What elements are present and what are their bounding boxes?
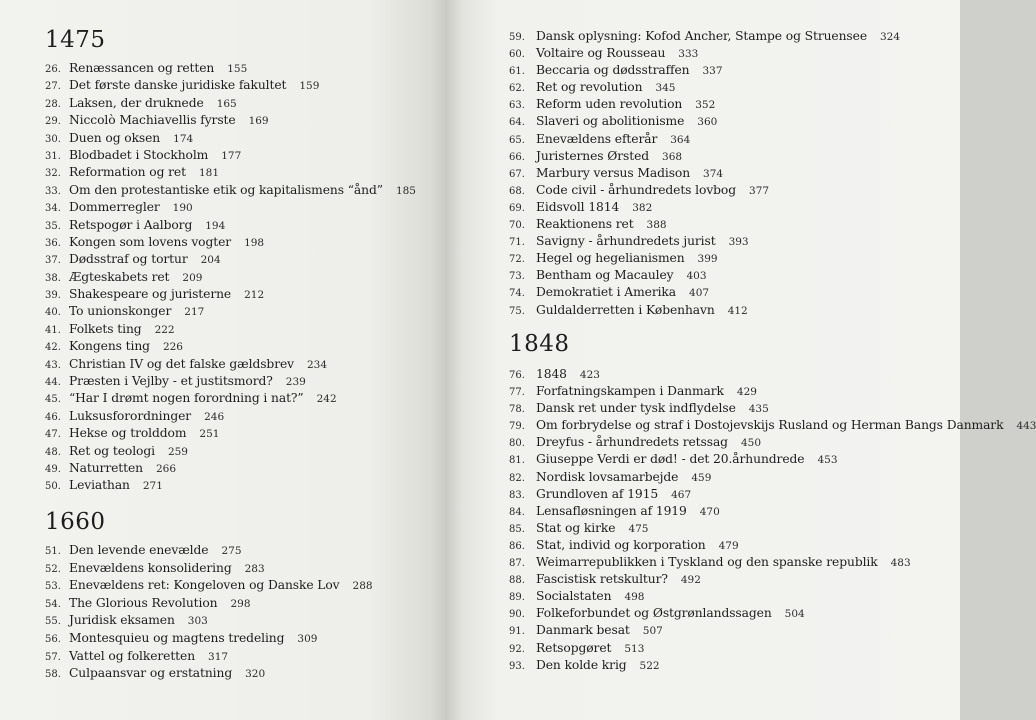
chapter-title: Socialstaten	[536, 589, 612, 604]
chapter-number: 53.	[45, 581, 61, 593]
chapter-title: Enevældens efterår	[536, 131, 658, 146]
toc-section-continued	[509, 28, 900, 319]
page-number: 450	[740, 437, 761, 450]
chapter-title: Stat, individ og korporation	[536, 537, 706, 552]
chapter-title: “Har I drømt nogen forordning i nat?”	[69, 391, 304, 406]
chapter-number: 56.	[45, 633, 61, 645]
chapter-title: Dansk oplysning: Kofod Ancher, Stampe og Struensee	[536, 29, 867, 43]
toc-list	[509, 366, 1036, 674]
chapter-number: 55.	[45, 616, 61, 628]
page-number: 492	[680, 574, 701, 587]
chapter-title: Beccaria og dødsstraffen	[536, 63, 690, 78]
chapter-number: 30.	[45, 133, 61, 145]
page-number: 266	[155, 462, 177, 475]
page-number: 226	[162, 341, 183, 354]
chapter-title: Nordisk lovsamarbejde	[536, 469, 679, 484]
toc-entry	[45, 147, 416, 164]
toc-entry	[45, 95, 416, 112]
chapter-title: Lensafløsningen af 1919	[536, 503, 687, 518]
chapter-number: 29.	[45, 116, 61, 128]
toc-entry	[509, 250, 900, 267]
chapter-title: Eidsvoll 1814	[536, 199, 620, 214]
chapter-title: Kongens ting	[69, 339, 150, 354]
page-number: 423	[579, 369, 600, 381]
chapter-number: 93.	[509, 660, 525, 672]
chapter-number: 46.	[45, 411, 61, 423]
chapter-number: 82.	[509, 472, 525, 484]
toc-entry	[45, 164, 416, 181]
toc-entry	[509, 45, 900, 62]
page-number: 165	[216, 97, 237, 110]
chapter-title: Culpaansvar og erstatning	[69, 666, 233, 681]
page-number: 443	[1016, 420, 1036, 433]
chapter-title: Fascistisk retskultur?	[536, 572, 668, 587]
chapter-title: Giuseppe Verdi er død! - det 20.århundrede	[536, 452, 805, 467]
chapter-number: 39.	[45, 290, 61, 302]
chapter-title: Ægteskabets ret	[69, 269, 170, 284]
chapter-title: Weimarrepublikken i Tyskland og den spanske republik	[536, 555, 878, 570]
page-number: 194	[205, 219, 226, 232]
page-number: 212	[244, 289, 265, 302]
chapter-number: 27.	[45, 81, 61, 93]
toc-entry	[45, 630, 373, 648]
toc-entry	[509, 113, 900, 130]
page-number: 352	[695, 99, 716, 112]
chapter-title: Duen og oksen	[69, 130, 161, 145]
chapter-title: Hekse og trolddom	[69, 426, 187, 441]
chapter-title: Om den protestantiske etik og kapitalismens “ånd”	[69, 182, 383, 197]
toc-entry	[45, 648, 373, 666]
page-number: 298	[230, 597, 251, 610]
chapter-title: Savigny - århundredets jurist	[536, 234, 716, 249]
page-number: 504	[784, 608, 805, 621]
chapter-title: Voltaire og Rousseau	[536, 46, 666, 61]
toc-entry	[509, 165, 900, 182]
chapter-number: 65.	[509, 134, 525, 146]
page-number: 403	[686, 270, 707, 283]
chapter-number: 61.	[509, 66, 525, 78]
page-number: 309	[297, 632, 318, 645]
toc-list	[45, 542, 373, 683]
chapter-title: Juridisk eksamen	[69, 613, 175, 628]
chapter-number: 58.	[45, 669, 61, 681]
page-number: 470	[699, 505, 720, 518]
chapter-number: 92.	[509, 643, 525, 655]
toc-entry	[45, 251, 416, 268]
chapter-number: 34.	[45, 203, 61, 215]
page-number: 475	[628, 522, 649, 535]
chapter-title: Den kolde krig	[536, 657, 627, 672]
page-number: 190	[172, 202, 193, 215]
chapter-number: 62.	[509, 83, 525, 95]
page-number: 320	[245, 668, 266, 681]
page-number: 169	[248, 115, 269, 128]
toc-section-1848	[509, 330, 1036, 674]
page-number: 459	[691, 471, 712, 484]
chapter-title: Hegel og hegelianismen	[536, 251, 685, 266]
chapter-number: 88.	[509, 575, 525, 587]
page-number: 479	[718, 539, 739, 552]
toc-entry	[509, 400, 1036, 417]
chapter-title: Naturretten	[69, 460, 143, 475]
toc-entry	[45, 60, 416, 77]
page-number: 337	[702, 65, 723, 78]
chapter-title: Demokratiet i Amerika	[536, 285, 677, 300]
page-number: 453	[817, 454, 838, 467]
chapter-title: Niccolò Machiavellis fyrste	[69, 113, 236, 128]
toc-entry	[45, 234, 416, 251]
page-number: 498	[624, 591, 645, 604]
toc-entry	[45, 338, 416, 355]
chapter-title: Laksen, der druknede	[69, 95, 204, 110]
toc-entry	[509, 640, 1036, 657]
page-number: 317	[208, 650, 229, 663]
toc-list	[45, 60, 416, 495]
toc-entry	[509, 417, 1036, 434]
chapter-number: 71.	[509, 237, 525, 249]
chapter-title: Dommerregler	[69, 200, 160, 215]
chapter-title: Blodbadet i Stockholm	[69, 147, 209, 162]
toc-entry	[45, 542, 373, 560]
page-number: 393	[728, 236, 749, 249]
chapter-title: Juristernes Ørsted	[536, 148, 650, 163]
chapter-title: To unionskonger	[69, 304, 172, 319]
chapter-number: 79.	[509, 421, 525, 433]
chapter-title: Code civil - århundredets lovbog	[536, 182, 737, 197]
chapter-title: Leviathan	[69, 478, 130, 493]
chapter-number: 81.	[509, 455, 525, 467]
chapter-number: 80.	[509, 438, 525, 450]
chapter-title: Marbury versus Madison	[536, 165, 691, 180]
toc-entry	[509, 605, 1036, 622]
toc-entry	[509, 267, 900, 284]
toc-section-1475	[45, 26, 416, 495]
chapter-number: 64.	[509, 117, 525, 129]
toc-list	[509, 28, 900, 319]
chapter-number: 60.	[509, 49, 525, 61]
toc-entry	[509, 588, 1036, 605]
page-number: 364	[670, 133, 691, 146]
chapter-title: Dansk ret under tysk indflydelse	[536, 401, 736, 416]
chapter-number: 44.	[45, 377, 61, 389]
chapter-title: Reaktionens ret	[536, 217, 634, 232]
page-number: 155	[227, 63, 248, 75]
chapter-title: Vattel og folkeretten	[69, 648, 196, 663]
chapter-number: 70.	[509, 220, 525, 232]
page-number: 467	[671, 488, 692, 501]
chapter-title: Guldalderretten i København	[536, 302, 715, 317]
page-number: 324	[880, 31, 901, 43]
toc-entry	[45, 460, 416, 477]
toc-entry	[45, 425, 416, 442]
chapter-title: Folkets ting	[69, 321, 142, 336]
section-year: 1848	[509, 331, 570, 357]
page-number: 303	[187, 615, 208, 628]
chapter-title: Grundloven af 1915	[536, 486, 659, 501]
page-number: 382	[632, 201, 653, 214]
chapter-title: Dreyfus - århundredets retssag	[536, 435, 728, 450]
chapter-number: 63.	[509, 100, 525, 112]
page-number: 181	[198, 167, 219, 180]
chapter-number: 72.	[509, 254, 525, 266]
toc-entry	[509, 554, 1036, 571]
page-number: 388	[646, 219, 667, 232]
toc-entry	[45, 217, 416, 234]
toc-entry	[45, 356, 416, 373]
page-number: 345	[655, 82, 676, 95]
toc-entry	[45, 443, 416, 460]
chapter-number: 66.	[509, 151, 525, 163]
toc-entry	[509, 469, 1036, 486]
page-number: 239	[285, 376, 306, 389]
page-number: 399	[697, 253, 718, 266]
chapter-number: 76.	[509, 370, 525, 381]
toc-entry	[509, 571, 1036, 588]
chapter-number: 38.	[45, 272, 61, 284]
toc-entry	[45, 130, 416, 147]
chapter-number: 50.	[45, 481, 61, 493]
chapter-title: Den levende enevælde	[69, 543, 209, 557]
chapter-number: 84.	[509, 506, 525, 518]
page-number: 209	[182, 271, 203, 284]
page-number: 483	[890, 557, 911, 570]
toc-entry	[509, 520, 1036, 537]
chapter-number: 40.	[45, 307, 61, 319]
chapter-title: Det første danske juridiske fakultet	[69, 78, 287, 93]
toc-entry	[45, 477, 416, 494]
chapter-title: Folkeforbundet og Østgrønlandssagen	[536, 606, 772, 621]
section-year: 1660	[45, 509, 106, 535]
chapter-number: 59.	[509, 32, 525, 43]
chapter-title: Kongen som lovens vogter	[69, 234, 232, 249]
page-number: 507	[642, 625, 663, 638]
toc-entry	[45, 286, 416, 303]
toc-entry	[45, 390, 416, 407]
chapter-title: Ret og revolution	[536, 80, 643, 95]
chapter-title: Christian IV og det falske gældsbrev	[69, 356, 294, 371]
chapter-number: 74.	[509, 288, 525, 300]
chapter-number: 36.	[45, 237, 61, 249]
chapter-title: Enevældens ret: Kongeloven og Danske Lov	[69, 578, 340, 593]
chapter-number: 52.	[45, 563, 61, 575]
toc-entry	[509, 622, 1036, 639]
page-number: 251	[199, 428, 220, 441]
chapter-number: 43.	[45, 359, 61, 371]
page-number: 159	[299, 80, 320, 93]
chapter-title: Slaveri og abolitionisme	[536, 114, 685, 129]
chapter-title: Stat og kirke	[536, 520, 616, 535]
toc-entry	[45, 560, 373, 578]
chapter-title: Retspogør i Aalborg	[69, 217, 193, 232]
page-number: 259	[167, 445, 188, 458]
page-number: 174	[173, 132, 194, 145]
chapter-title: 1848	[536, 367, 567, 381]
toc-entry	[509, 148, 900, 165]
page-number: 429	[736, 386, 757, 399]
toc-entry	[509, 28, 900, 45]
chapter-number: 73.	[509, 271, 525, 283]
chapter-number: 75.	[509, 305, 525, 317]
page-number: 177	[221, 149, 242, 162]
chapter-number: 35.	[45, 220, 61, 232]
toc-entry	[45, 182, 416, 199]
toc-entry	[509, 182, 900, 199]
chapter-number: 26.	[45, 64, 61, 75]
chapter-number: 42.	[45, 342, 61, 354]
toc-entry	[509, 199, 900, 216]
page-number: 242	[316, 393, 337, 406]
toc-entry	[45, 595, 373, 613]
chapter-number: 28.	[45, 98, 61, 110]
chapter-number: 89.	[509, 592, 525, 604]
toc-section-1660	[45, 508, 373, 683]
chapter-title: Retsopgøret	[536, 640, 612, 655]
chapter-number: 51.	[45, 546, 61, 557]
page-number: 368	[662, 150, 683, 163]
toc-entry	[509, 131, 900, 148]
toc-entry	[509, 79, 900, 96]
page-number: 204	[200, 254, 221, 267]
toc-entry	[509, 62, 900, 79]
page-number: 283	[244, 562, 265, 575]
toc-entry	[509, 451, 1036, 468]
page-number: 377	[749, 184, 770, 197]
chapter-title: Om forbrydelse og straf i Dostojevskijs Rusland og Herman Bangs Danmark	[536, 418, 1004, 433]
chapter-title: Dødsstraf og tortur	[69, 252, 188, 267]
page-number: 522	[639, 659, 660, 672]
chapter-title: Reform uden revolution	[536, 97, 683, 112]
chapter-title: Shakespeare og juristerne	[69, 287, 232, 302]
page-number: 198	[244, 236, 265, 249]
page-number: 275	[221, 545, 242, 557]
toc-entry	[45, 199, 416, 216]
page-number: 185	[395, 184, 416, 197]
chapter-number: 67.	[509, 168, 525, 180]
chapter-title: Bentham og Macauley	[536, 268, 674, 283]
page-number: 246	[204, 410, 225, 423]
chapter-number: 48.	[45, 446, 61, 458]
toc-entry	[45, 408, 416, 425]
toc-entry	[509, 434, 1036, 451]
chapter-title: Ret og teologi	[69, 443, 155, 458]
chapter-title: Renæssancen og retten	[69, 61, 215, 75]
page-number: 435	[748, 403, 769, 416]
chapter-title: Danmark besat	[536, 623, 630, 638]
chapter-number: 49.	[45, 463, 61, 475]
chapter-number: 57.	[45, 651, 61, 663]
page-number: 412	[727, 304, 748, 317]
toc-entry	[45, 77, 416, 94]
toc-entry	[45, 112, 416, 129]
toc-entry	[45, 577, 373, 595]
page-number: 234	[307, 358, 328, 371]
chapter-title: The Glorious Revolution	[69, 595, 218, 610]
page-number: 288	[352, 580, 373, 593]
toc-entry	[45, 303, 416, 320]
page-number: 360	[697, 116, 718, 129]
chapter-number: 90.	[509, 609, 525, 621]
chapter-number: 54.	[45, 598, 61, 610]
page-number: 374	[703, 167, 724, 180]
toc-entry	[509, 233, 900, 250]
chapter-number: 47.	[45, 429, 61, 441]
chapter-number: 31.	[45, 150, 61, 162]
toc-entry	[509, 284, 900, 301]
chapter-number: 32.	[45, 168, 61, 180]
page-number: 333	[678, 48, 699, 61]
chapter-title: Forfatningskampen i Danmark	[536, 384, 724, 399]
chapter-number: 87.	[509, 558, 525, 570]
chapter-title: Reformation og ret	[69, 165, 186, 180]
chapter-number: 86.	[509, 540, 525, 552]
chapter-number: 37.	[45, 255, 61, 267]
toc-entry	[509, 537, 1036, 554]
chapter-number: 33.	[45, 185, 61, 197]
toc-entry	[509, 366, 1036, 383]
toc-entry	[45, 612, 373, 630]
chapter-number: 45.	[45, 394, 61, 406]
toc-entry	[509, 383, 1036, 400]
page-number: 271	[142, 480, 163, 493]
toc-entry	[509, 302, 900, 319]
chapter-number: 41.	[45, 324, 61, 336]
toc-entry	[509, 216, 900, 233]
chapter-number: 69.	[509, 202, 525, 214]
chapter-number: 77.	[509, 387, 525, 399]
chapter-number: 85.	[509, 523, 525, 535]
chapter-number: 83.	[509, 489, 525, 501]
toc-entry	[45, 665, 373, 683]
toc-entry	[509, 486, 1036, 503]
chapter-title: Montesquieu og magtens tredeling	[69, 630, 285, 645]
chapter-title: Luksusforordninger	[69, 408, 192, 423]
toc-entry	[509, 657, 1036, 674]
chapter-number: 68.	[509, 185, 525, 197]
page-number: 513	[624, 642, 645, 655]
page-number: 407	[689, 287, 710, 300]
toc-entry	[509, 96, 900, 113]
toc-entry	[45, 373, 416, 390]
page-number: 222	[154, 323, 175, 336]
page-number: 217	[184, 306, 205, 319]
section-year: 1475	[45, 27, 106, 53]
chapter-number: 78.	[509, 404, 525, 416]
toc-entry	[509, 503, 1036, 520]
chapter-title: Enevældens konsolidering	[69, 560, 232, 575]
toc-entry	[45, 321, 416, 338]
chapter-title: Præsten i Vejlby - et justitsmord?	[69, 374, 273, 389]
toc-entry	[45, 269, 416, 286]
chapter-number: 91.	[509, 626, 525, 638]
